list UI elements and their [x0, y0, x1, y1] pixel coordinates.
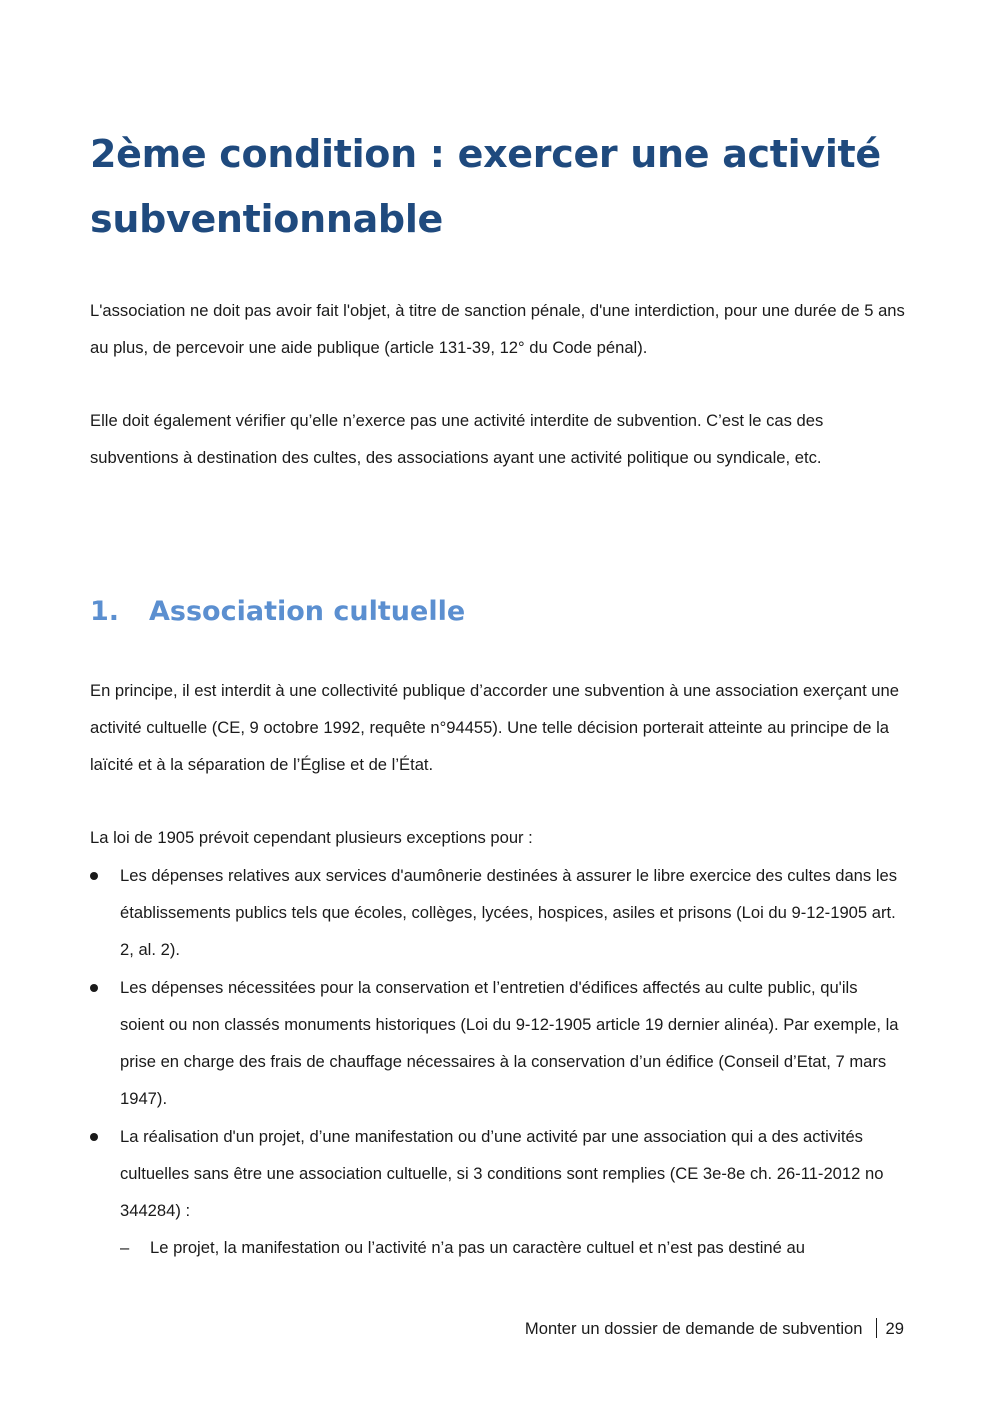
section-paragraph-1: En principe, il est interdit à une collectivité publique d’accorder une subvention à une association exerçant une activité cultuelle (CE, 9 octobre 1992, requête n°94455). Une telle décision porterait atteinte au principe de la laïcité et à la séparation de l’Église et de l’État.: [90, 681, 899, 774]
dash-icon: –: [120, 1238, 130, 1257]
footer-separator: [876, 1318, 877, 1338]
intro-paragraph-2: Elle doit également vérifier qu’elle n’exerce pas une activité interdite de subvention. C’est le cas des subventions à destination des cultes, des associations ayant une activité politique ou syndicale, etc.: [90, 411, 824, 467]
bullet-icon: [90, 984, 98, 992]
list-item-text: La réalisation d'un projet, d’une manifestation ou d’une activité par une association qui a des activités cultuelles sans être une association cultuelle, si 3 conditions sont remplies (CE 3e-8e ch. 26-11-2012 no 344284) :: [120, 1127, 884, 1220]
section-heading: [90, 590, 465, 634]
bullet-icon: [90, 1133, 98, 1141]
page-footer: [525, 1316, 904, 1342]
intro-paragraph-1: L'association ne doit pas avoir fait l'objet, à titre de sanction pénale, d'une interdiction, pour une durée de 5 ans au plus, de percevoir une aide publique (article 131-39, 12° du Code pénal).: [90, 301, 905, 357]
bullet-icon: [90, 872, 98, 880]
section-number: 1.: [90, 596, 120, 627]
exceptions-list: [90, 857, 905, 1267]
conditions-sublist: [120, 1229, 905, 1266]
list-item: [90, 857, 905, 968]
list-item: [90, 1118, 905, 1266]
list-item-text: Les dépenses relatives aux services d'aumônerie destinées à assurer le libre exercice des cultes dans les établissements publics tels que écoles, collèges, lycées, hospices, asiles et prisons (Loi du 9-12-1905 art. 2, al. 2).: [120, 866, 898, 959]
page-title: 2ème condition : exercer une activité subventionnable: [90, 132, 881, 241]
page-number: 29: [885, 1319, 904, 1338]
list-item-text: Les dépenses nécessitées pour la conservation et l’entretien d'édifices affectés au culte public, qu'ils soient ou non classés monuments historiques (Loi du 9-12-1905 article 19 dernier alinéa). Par exemple, la prise en charge des frais de chauffage nécessaires à la conservation d’un édifice (Conseil d’Etat, 7 mars 1947).: [120, 978, 899, 1108]
section-title: Association cultuelle: [149, 596, 466, 627]
list-item: [90, 969, 905, 1117]
section-paragraph-2: La loi de 1905 prévoit cependant plusieurs exceptions pour :: [90, 828, 533, 847]
sublist-item-text: Le projet, la manifestation ou l’activité n’a pas un caractère cultuel et n’est pas destiné au: [150, 1238, 805, 1257]
footer-document-title: Monter un dossier de demande de subvention: [524, 1319, 863, 1338]
sublist-item: [120, 1229, 905, 1266]
